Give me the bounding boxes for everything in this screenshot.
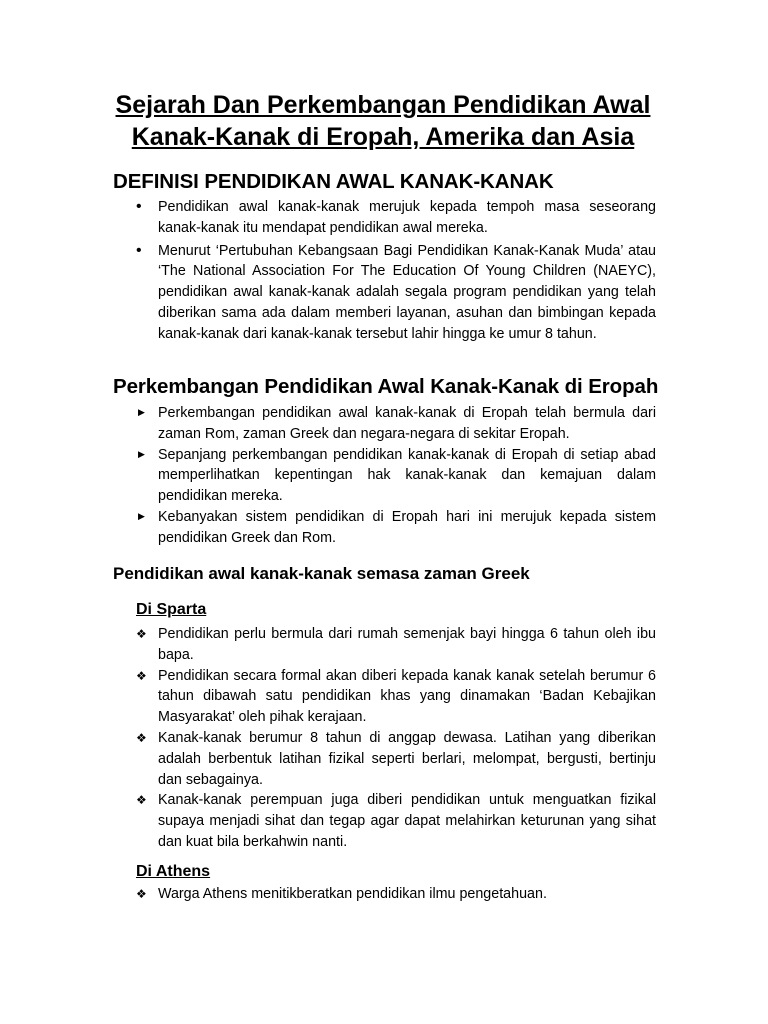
bullet-diamond-icon (136, 790, 150, 811)
list-item: ❖ Warga Athens menitikberatkan pendidikan ilmu pengetahuan. (136, 884, 656, 905)
list-item: ▶ Kebanyakan sistem pendidikan di Eropah hari ini merujuk kepada sistem pendidikan Greek dan Rom. (136, 507, 656, 549)
sparta-list (136, 624, 656, 853)
bullet-diamond-icon (136, 728, 150, 749)
bullet-diamond-icon (136, 884, 150, 905)
title-line-1: Sejarah Dan Perkembangan Pendidikan Awal (115, 91, 651, 119)
sparta-heading: Di Sparta (136, 601, 207, 618)
athens-heading: Di Athens (136, 863, 211, 880)
title-line-2: Kanak-Kanak di Eropah, Amerika dan Asia (131, 123, 635, 151)
bullet-diamond-icon (136, 624, 150, 645)
list-item: • Menurut ‘Pertubuhan Kebangsaan Bagi Pendidikan Kanak-Kanak Muda’ atau ‘The National Association For The Education Of Young Children (NAEYC), pendidikan awal kanak-kanak adalah segala program pendidikan yang telah diberikan sama ada dalam memberi layanan, asuhan dan bimbingan kepada kanak-kanak dari kanak-kanak tersebut lahir hingga ke umur 8 tahun. (136, 241, 656, 345)
bullet-dot-icon (136, 241, 150, 262)
eropah-list (136, 403, 656, 549)
definisi-list (136, 197, 656, 345)
list-item: ❖ Kanak-kanak perempuan juga diberi pendidikan untuk menguatkan fizikal supaya menjadi sihat dan tegap agar dapat melahirkan keturunan yang sihat dan kuat bila berkahwin nanti. (136, 790, 656, 852)
list-item: ▶ Perkembangan pendidikan awal kanak-kanak di Eropah telah bermula dari zaman Rom, zaman Greek dan negara-negara di sekitar Eropah. (136, 403, 656, 445)
bullet-diamond-icon (136, 666, 150, 687)
bullet-dot-icon (136, 197, 150, 218)
bullet-arrow-icon (136, 507, 150, 529)
list-item: ❖ Pendidikan secara formal akan diberi kepada kanak kanak setelah berumur 6 tahun dibawah satu pendidikan khas yang dinamakan ‘Badan Kebajikan Masyarakat’ oleh pihak kerajaan. (136, 666, 656, 728)
definisi-heading: DEFINISI PENDIDIKAN AWAL KANAK-KANAK (113, 170, 554, 193)
list-item: ❖ Pendidikan perlu bermula dari rumah semenjak bayi hingga 6 tahun oleh ibu bapa. (136, 624, 656, 666)
bullet-arrow-icon (136, 445, 150, 467)
eropah-heading: Perkembangan Pendidikan Awal Kanak-Kanak di Eropah (113, 375, 659, 398)
list-item: • Pendidikan awal kanak-kanak merujuk kepada tempoh masa seseorang kanak-kanak itu mendapat pendidikan awal mereka. (136, 197, 656, 239)
list-item: ❖ Kanak-kanak berumur 8 tahun di anggap dewasa. Latihan yang diberikan adalah berbentuk latihan fizikal seperti berlari, melompat, bergusti, bertinju dan sebagainya. (136, 728, 656, 790)
bullet-arrow-icon (136, 403, 150, 425)
athens-list (136, 884, 656, 905)
greek-heading: Pendidikan awal kanak-kanak semasa zaman Greek (113, 564, 530, 583)
list-item: ▶ Sepanjang perkembangan pendidikan kanak-kanak di Eropah di setiap abad memperlihatkan kepentingan hak kanak-kanak dan kemajuan dalam pendidikan mereka. (136, 445, 656, 507)
page-title (100, 89, 666, 153)
